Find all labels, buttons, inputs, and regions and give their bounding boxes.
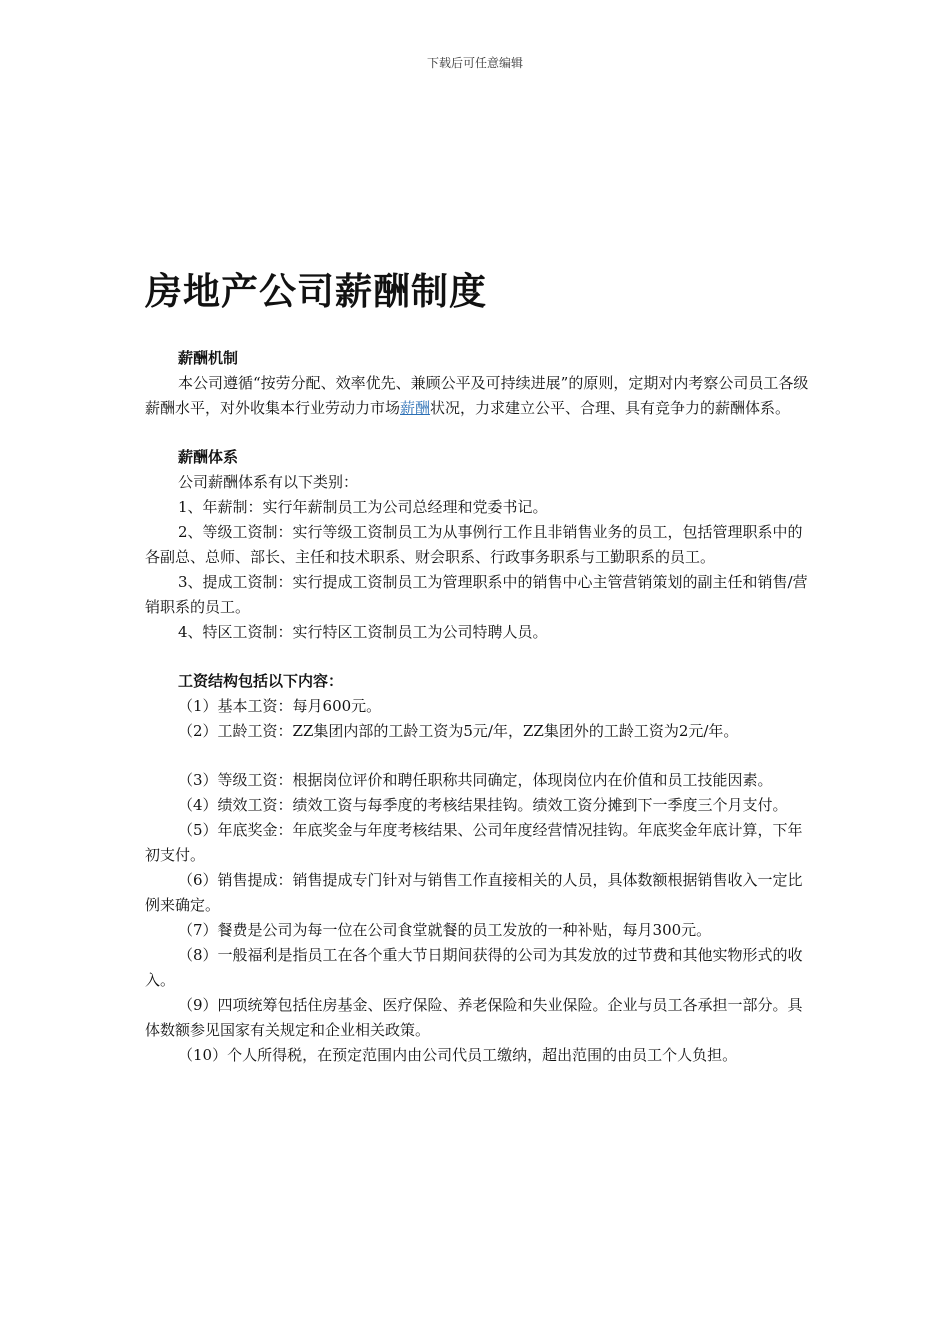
document-title: 房地产公司薪酬制度	[145, 270, 487, 313]
list-item: （7）餐费是公司为每一位在公司食堂就餐的员工发放的一种补贴，每月300元。	[178, 921, 712, 939]
salary-link[interactable]: 薪酬	[400, 399, 431, 417]
list-item: 3、提成工资制：实行提成工资制员工为管理职系中的销售中心主管营销策划的副主任和销售/营销职系的员工。	[145, 573, 808, 616]
section-heading-structure: 工资结构包括以下内容：	[178, 672, 344, 690]
list-item: （6）销售提成：销售提成专门针对与销售工作直接相关的人员，具体数额根据销售收入一定比例来确定。	[145, 871, 803, 914]
list-item: （2）工龄工资：ZZ集团内部的工龄工资为5元/年，ZZ集团外的工龄工资为2元/年。	[178, 722, 739, 740]
page-header-note: 下载后可任意编辑	[426, 56, 523, 70]
list-item: 1、年薪制：实行年薪制员工为公司总经理和党委书记。	[178, 498, 548, 516]
section-heading-system: 薪酬体系	[178, 448, 239, 466]
list-item: （10）个人所得税，在预定范围内由公司代员工缴纳，超出范围的由员工个人负担。	[178, 1046, 738, 1064]
paragraph-text: 状况，力求建立公平、合理、具有竞争力的薪酬体系。	[430, 399, 791, 417]
section-heading-mechanism: 薪酬机制	[178, 349, 239, 367]
paragraph-mechanism	[145, 371, 810, 421]
list-item: 2、等级工资制：实行等级工资制员工为从事例行工作且非销售业务的员工，包括管理职系中的各副总、总师、部长、主任和技术职系、财会职系、行政事务职系与工勤职系的员工。	[145, 523, 803, 566]
list-item: （5）年底奖金：年底奖金与年度考核结果、公司年度经营情况挂钩。年底奖金年底计算，下年初支付。	[145, 821, 803, 864]
list-item: （1）基本工资：每月600元。	[178, 697, 382, 715]
list-item: 公司薪酬体系有以下类别：	[178, 473, 359, 491]
paragraph-text: 本公司遵循“按劳分配、效率优先、兼顾公平及可持续进展”的原则，定期对内考察公司员工各级薪酬水平，对外收集本行业劳动力市场	[145, 374, 809, 417]
document-body	[145, 268, 810, 1068]
list-item: 4、特区工资制：实行特区工资制员工为公司特聘人员。	[178, 623, 548, 641]
list-item: （9）四项统筹包括住房基金、医疗保险、养老保险和失业保险。企业与员工各承担一部分。具体数额参见国家有关规定和企业相关政策。	[145, 996, 803, 1039]
list-item: （4）绩效工资：绩效工资与每季度的考核结果挂钩。绩效工资分摊到下一季度三个月支付。	[178, 796, 788, 814]
list-item: （3）等级工资：根据岗位评价和聘任职称共同确定，体现岗位内在价值和员工技能因素。	[178, 771, 773, 789]
list-item: （8）一般福利是指员工在各个重大节日期间获得的公司为其发放的过节费和其他实物形式的收入。	[145, 946, 803, 989]
